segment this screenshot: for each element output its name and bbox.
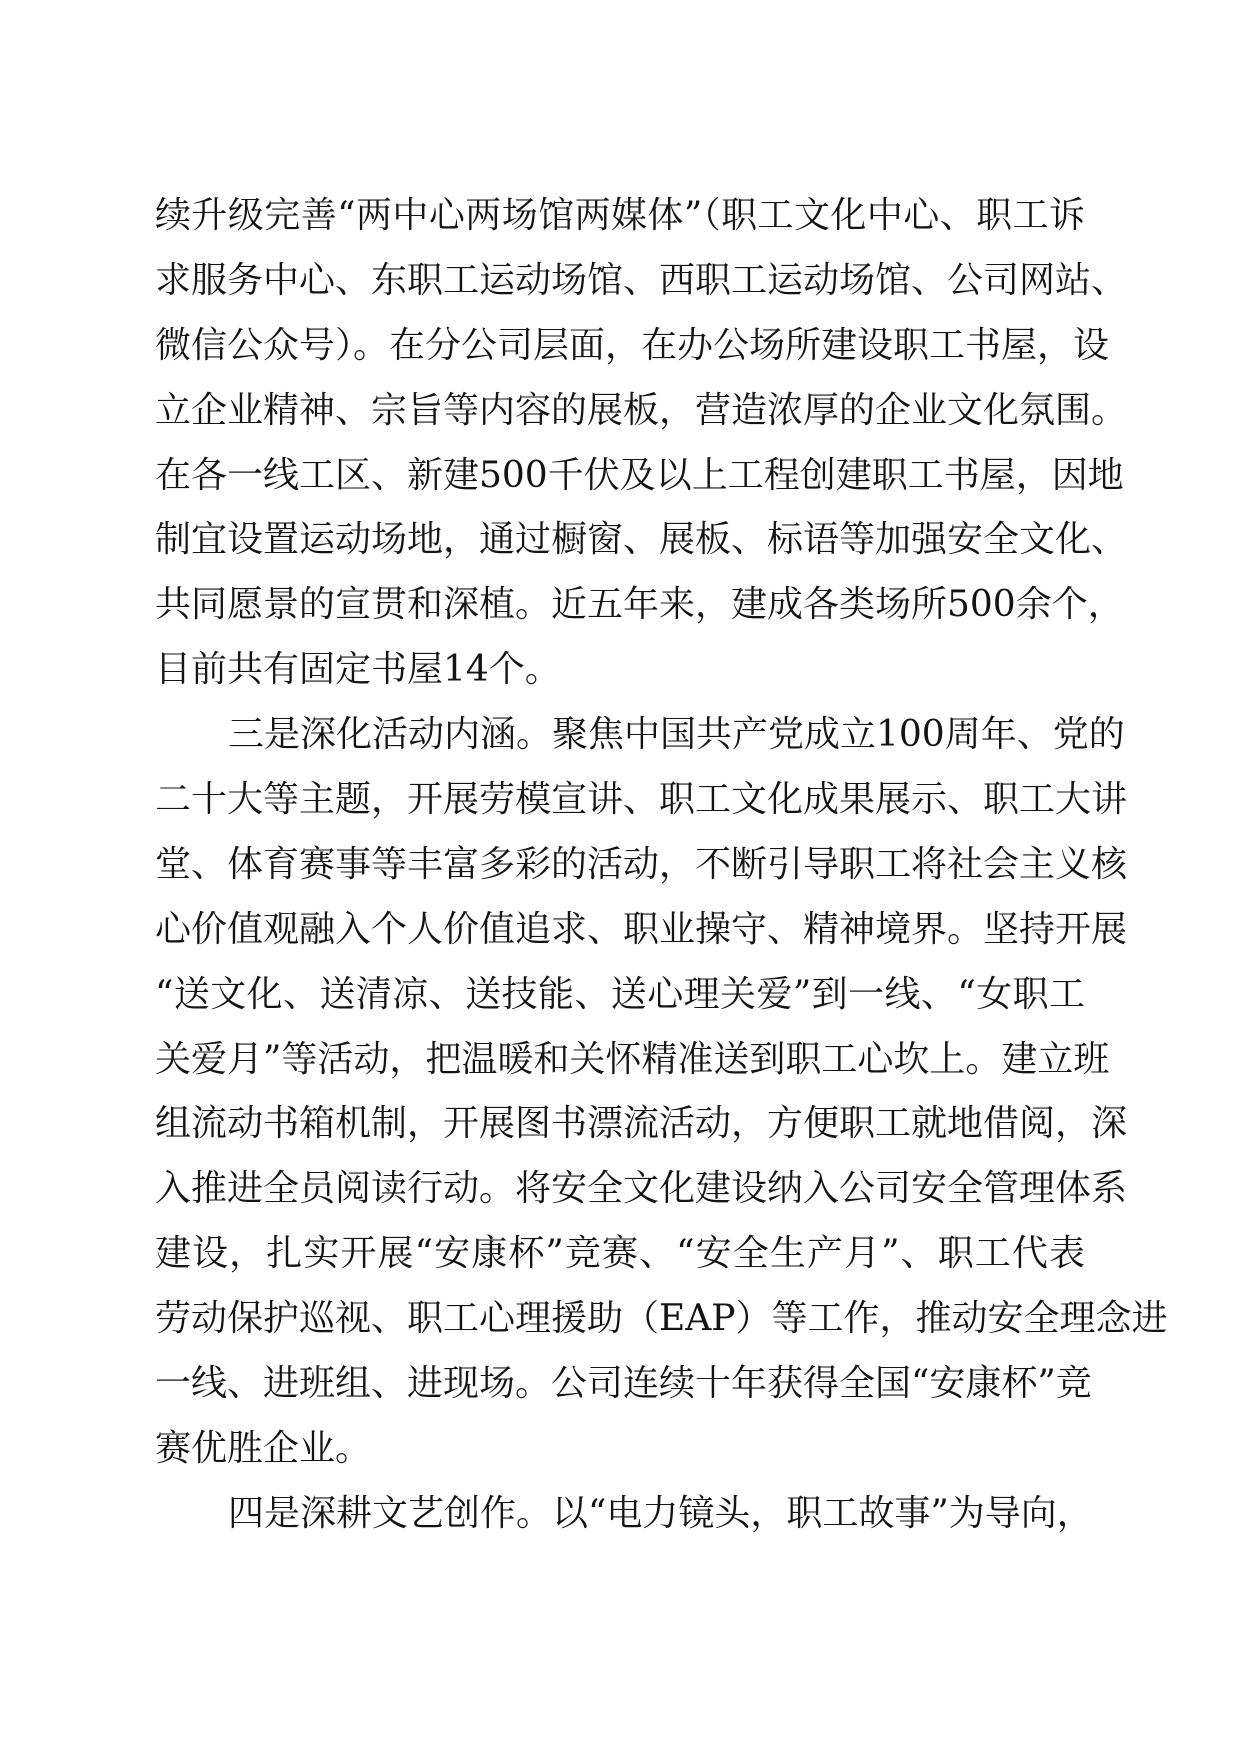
- text-line: 在各一线工区、新建500千伏及以上工程创建职工书屋，因地: [155, 454, 1124, 496]
- text-line: 制宜设置运动场地，通过橱窗、展板、标语等加强安全文化、: [155, 519, 1128, 561]
- text-line: 组流动书箱机制，开展图书漂流活动，方便职工就地借阅，深: [155, 1103, 1128, 1145]
- text-line: 建设，扎实开展“安康杯”竞赛、“安全生产月”、职工代表: [155, 1233, 1085, 1275]
- paragraph-3: [155, 1482, 1093, 1547]
- text-line: 堂、体育赛事等丰富多彩的活动，不断引导职工将社会主义核: [155, 843, 1128, 885]
- text-line: 赛优胜企业。: [155, 1427, 372, 1469]
- text-line: 心价值观融入个人价值追求、职业操守、精神境界。坚持开展: [155, 908, 1128, 950]
- paragraph-1: [155, 184, 1128, 703]
- document-body: [155, 184, 1168, 1547]
- paragraph-2: [155, 703, 1168, 1482]
- text-line: 共同愿景的宣贯和深植。近五年来，建成各类场所500余个，: [155, 584, 1124, 626]
- text-line: 劳动保护巡视、职工心理援助（EAP）等工作，推动安全理念进: [155, 1298, 1168, 1340]
- text-line: 关爱月”等活动，把温暖和关怀精准送到职工心坎上。建立班: [155, 1038, 1110, 1080]
- text-line: 立企业精神、宗旨等内容的展板，营造浓厚的企业文化氛围。: [155, 389, 1128, 431]
- text-line: 续升级完善“两中心两场馆两媒体”（职工文化中心、职工诉: [155, 195, 1085, 236]
- text-line: 二十大等主题，开展劳模宣讲、职工文化成果展示、职工大讲: [155, 779, 1128, 821]
- text-line: 求服务中心、东职工运动场馆、西职工运动场馆、公司网站、: [155, 259, 1128, 301]
- text-line: 入推进全员阅读行动。将安全文化建设纳入公司安全管理体系: [155, 1168, 1128, 1210]
- text-line: 四是深耕文艺创作。以“电力镜头，职工故事”为导向，: [228, 1492, 1093, 1534]
- text-line: 三是深化活动内涵。聚焦中国共产党成立100周年、党的: [228, 714, 1125, 756]
- text-line: 微信公众号）。在分公司层面，在办公场所建设职工书屋，设: [155, 324, 1110, 366]
- text-line: “送文化、送清凉、送技能、送心理关爱”到一线、“女职工: [155, 973, 1085, 1015]
- text-line: 一线、进班组、进现场。公司连续十年获得全国“安康杯”竞: [155, 1363, 1092, 1405]
- text-line: 目前共有固定书屋14个。: [155, 649, 561, 691]
